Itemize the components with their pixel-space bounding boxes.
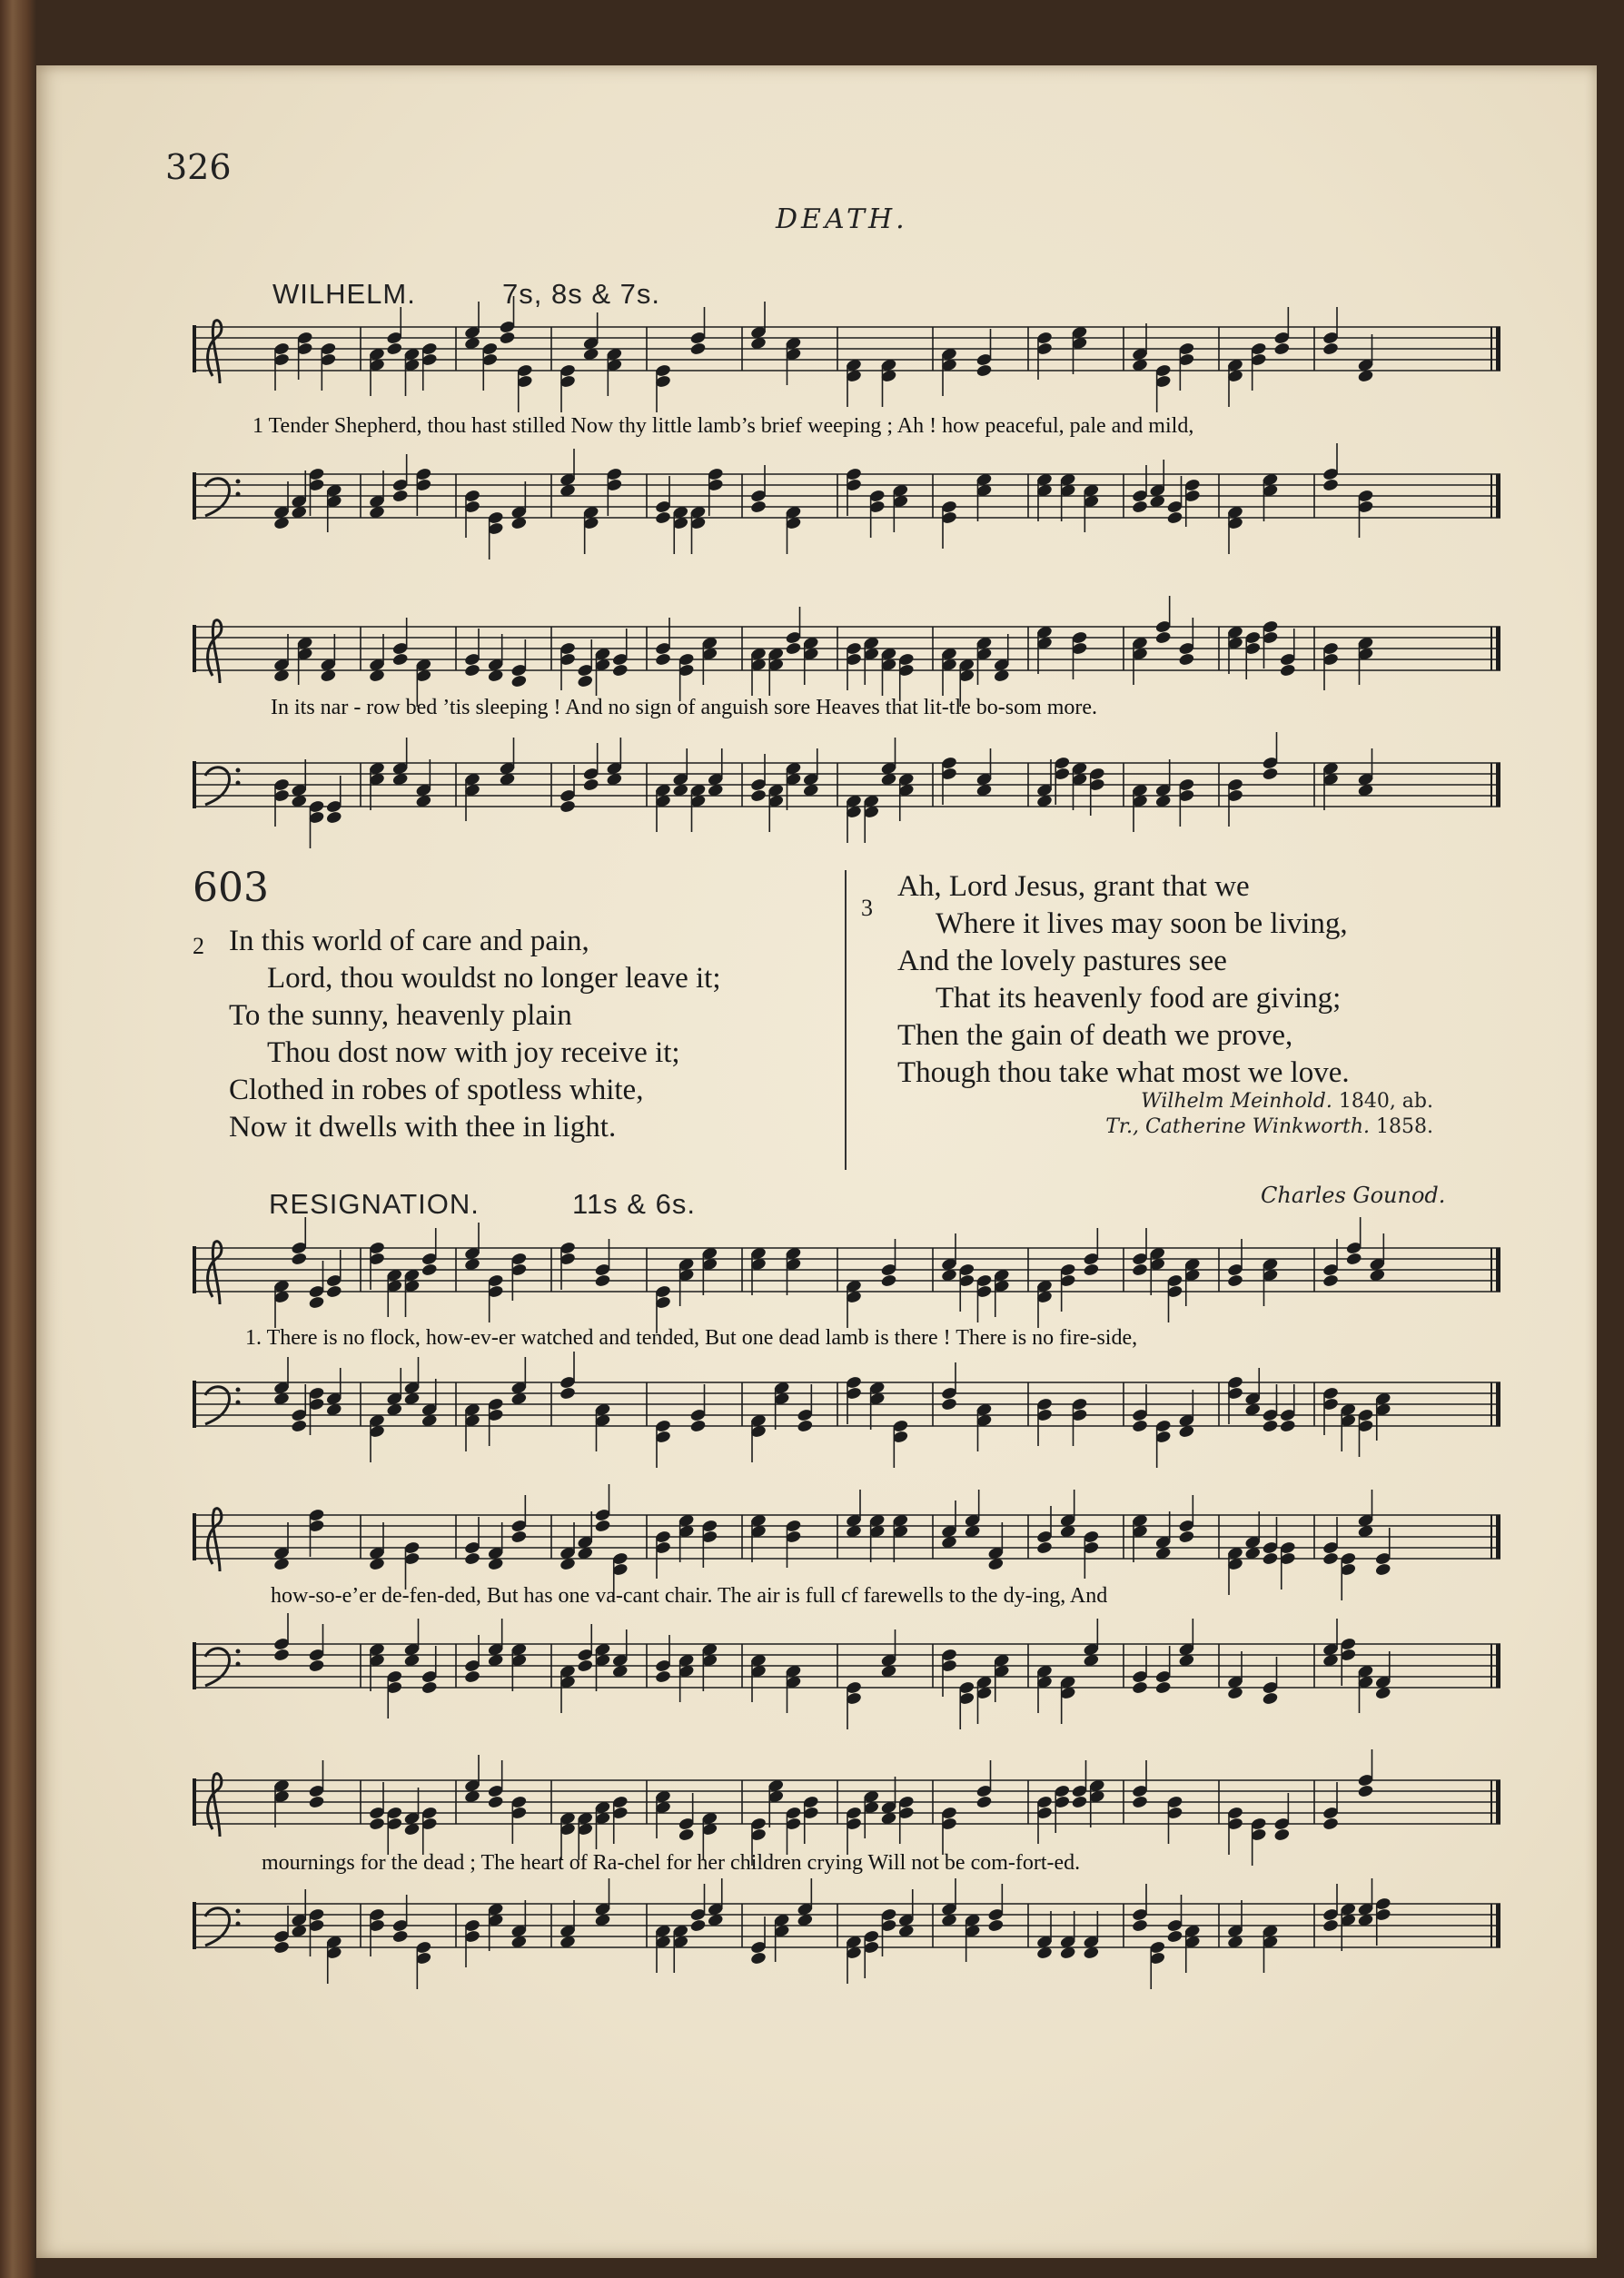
note-head [308, 1295, 325, 1310]
verse-line: And the lovely pastures see [897, 945, 1227, 977]
system-bracket [193, 1513, 196, 1560]
verse-line: Thou dost now with joy receive it; [267, 1036, 680, 1069]
note-head [582, 777, 599, 792]
verse-line: Though thou take what most we love. [897, 1056, 1350, 1089]
system-bracket [193, 1902, 196, 1949]
note-head [369, 1817, 386, 1831]
note-head [750, 1951, 767, 1966]
note-head [689, 1419, 707, 1433]
note-head [464, 1551, 481, 1566]
lyric-line: how-so-e’er de-fen-ded, But has one va-cant chair. The air is full cf farewells to the dy-ing, And [271, 1584, 1108, 1608]
note-head [308, 1795, 325, 1809]
note-head [987, 1918, 1005, 1933]
note-head [1273, 1827, 1291, 1842]
music-system [193, 1635, 1500, 1708]
treble-clef-icon [208, 1509, 222, 1571]
system-bracket [193, 761, 196, 808]
note-head [1345, 1252, 1362, 1266]
bass-clef-dot [236, 1909, 241, 1914]
note-head [1262, 1691, 1279, 1706]
treble-clef-icon [208, 1242, 222, 1304]
bass-clef-icon [205, 1387, 229, 1424]
tune-meter-wilhelm: 7s, 8s & 7s. [502, 278, 660, 310]
note-head [1322, 342, 1340, 356]
note-head [1178, 652, 1195, 667]
final-barline [1496, 627, 1500, 670]
final-barline [1496, 763, 1500, 807]
bass-clef-dot [236, 768, 241, 773]
system-bracket [193, 1642, 196, 1689]
treble-clef-icon [208, 321, 222, 383]
verse-line: Then the gain of death we prove, [897, 1019, 1293, 1052]
note-head [1322, 1551, 1340, 1566]
verse-line: Where it lives may soon be living, [936, 907, 1348, 940]
verse-line: Now it dwells with thee in light. [229, 1111, 617, 1144]
running-head: DEATH. [776, 203, 908, 235]
bass-clef-icon [205, 1649, 229, 1686]
bass-clef-icon [205, 479, 229, 516]
note-head [464, 1669, 481, 1684]
note-head [386, 342, 403, 356]
note-head [1322, 1273, 1340, 1288]
treble-clef-icon [208, 620, 222, 683]
verse-line: In this world of care and pain, [229, 925, 589, 957]
bass-clef-dot [236, 781, 241, 786]
translator-name: Tr., Catherine Winkworth. [1105, 1115, 1371, 1138]
author-date: 1840, ab. [1338, 1090, 1433, 1113]
note-head [1322, 478, 1340, 492]
verse-2-lines [229, 923, 721, 1146]
note-head [678, 1827, 695, 1842]
bass-clef-dot [236, 1662, 241, 1667]
note-head [325, 1284, 342, 1299]
column-divider [845, 870, 847, 1170]
music-system [193, 1373, 1500, 1446]
author-name: Wilhelm Meinhold. [1141, 1090, 1332, 1113]
verse-line: That its heavenly food are giving; [936, 982, 1342, 1015]
note-head [1357, 1784, 1374, 1798]
final-barline [1496, 1904, 1500, 1947]
music-system [193, 318, 1500, 391]
lyric-line: 1 Tender Shepherd, thou hast stilled Now thy little lamb’s brief weeping ; Ah ! how peaceful, pale and mild, [253, 414, 1194, 438]
note-head [510, 674, 528, 688]
note-head [655, 510, 672, 525]
note-head [1166, 1929, 1183, 1944]
note-head [464, 663, 481, 678]
translator-date: 1858. [1376, 1115, 1433, 1138]
note-head [689, 342, 707, 356]
note-head [785, 641, 802, 656]
note-head [797, 1419, 814, 1433]
note-head [510, 1530, 528, 1544]
note-head [421, 1263, 438, 1277]
bass-clef-icon [205, 1908, 229, 1946]
note-head [1036, 1540, 1054, 1555]
verse-3 [861, 888, 873, 926]
bass-clef-icon [205, 768, 229, 805]
note-head [559, 1386, 577, 1401]
note-head [975, 1795, 993, 1809]
note-head [487, 1795, 504, 1809]
note-head [1322, 1918, 1340, 1933]
tune-name-wilhelm: WILHELM. [272, 278, 416, 310]
note-head [1071, 1795, 1088, 1809]
bass-clef-dot [236, 480, 241, 484]
music-system [193, 618, 1500, 690]
system-bracket [193, 1381, 196, 1428]
note-head [1262, 1551, 1279, 1566]
bass-clef-dot [236, 1922, 241, 1926]
lyric-line: mournings for the dead ; The heart of Ra-chel for her children crying Will not be com-fort-ed. [262, 1851, 1081, 1875]
bass-clef-dot [236, 1388, 241, 1392]
note-head [1154, 630, 1172, 645]
note-head [1132, 1263, 1149, 1277]
system-bracket [193, 625, 196, 672]
note-head [1166, 510, 1183, 525]
treble-clef-icon [208, 1774, 222, 1837]
note-head [1132, 1419, 1149, 1433]
verse-2 [193, 926, 204, 965]
note-head [1132, 1680, 1149, 1695]
note-head [1227, 1273, 1244, 1288]
music-system [193, 465, 1500, 538]
verse-number: 2 [193, 933, 204, 959]
verse-line: Ah, Lord Jesus, grant that we [897, 870, 1250, 903]
note-head [689, 1918, 707, 1933]
note-head [655, 652, 672, 667]
note-head [1132, 500, 1149, 514]
note-head [1322, 1817, 1340, 1831]
note-head [594, 1273, 611, 1288]
note-head [975, 363, 993, 378]
final-barline [1496, 474, 1500, 518]
note-head [273, 1940, 291, 1955]
music-system [193, 1771, 1500, 1844]
music-system [193, 1895, 1500, 1967]
note-head [421, 1680, 438, 1695]
note-head [941, 1397, 958, 1411]
note-head [391, 489, 409, 503]
page-number: 326 [165, 147, 232, 187]
note-head [1132, 1918, 1149, 1933]
note-head [499, 331, 516, 345]
note-head [308, 1659, 325, 1673]
note-head [655, 1669, 672, 1684]
bass-clef-dot [236, 1649, 241, 1654]
verse-line: Clothed in robes of spotless white, [229, 1074, 644, 1106]
bass-clef-dot [236, 1401, 241, 1405]
note-head [577, 1659, 594, 1673]
note-head [594, 1519, 611, 1533]
hymn-number: 603 [193, 865, 269, 911]
composer-credit: Charles Gounod. [1261, 1183, 1446, 1208]
system-bracket [193, 1246, 196, 1293]
note-head [750, 788, 767, 803]
verse-line: Lord, thou wouldst no longer leave it; [267, 962, 721, 995]
system-bracket [193, 472, 196, 520]
final-barline [1496, 327, 1500, 371]
note-head [750, 500, 767, 514]
tune-meter-resignation: 11s & 6s. [572, 1188, 696, 1220]
note-head [1279, 1419, 1296, 1433]
note-head [1083, 1263, 1100, 1277]
note-head [1279, 663, 1296, 678]
note-head [1273, 342, 1291, 356]
note-head [273, 1648, 291, 1662]
note-head [1132, 1795, 1149, 1809]
music-system [193, 1506, 1500, 1579]
lyric-line: In its nar - row bed ’tis sleeping ! And no sign of anguish sore Heaves that lit-tle bo-som more. [271, 696, 1098, 719]
verse-number: 3 [861, 895, 873, 921]
note-head [1154, 1680, 1172, 1695]
author-credit [1072, 1090, 1433, 1113]
note-head [391, 652, 409, 667]
verse-3-lines [897, 868, 1350, 1092]
tune-name-resignation: RESIGNATION. [269, 1188, 480, 1220]
note-head [880, 1273, 897, 1288]
note-head [559, 799, 577, 814]
final-barline [1496, 1780, 1500, 1824]
final-barline [1496, 1248, 1500, 1292]
note-head [1178, 1530, 1195, 1544]
final-barline [1496, 1644, 1500, 1688]
note-head [291, 1252, 308, 1266]
note-head [611, 663, 629, 678]
final-barline [1496, 1515, 1500, 1559]
note-head [391, 1929, 409, 1944]
final-barline [1496, 1382, 1500, 1426]
note-head [291, 1419, 308, 1433]
lyric-line: 1. There is no flock, how-ev-er watched and tended, But one dead lamb is there ! There is no fire-side, [245, 1326, 1138, 1350]
system-bracket [193, 325, 196, 372]
note-head [1374, 1562, 1391, 1577]
system-bracket [193, 1778, 196, 1826]
verse-line: To the sunny, heavenly plain [229, 999, 572, 1032]
translator-credit [981, 1115, 1433, 1138]
note-head [577, 674, 594, 688]
music-system [193, 754, 1500, 827]
note-head [1262, 767, 1279, 781]
note-head [325, 810, 342, 825]
bass-clef-dot [236, 492, 241, 497]
music-system [193, 1239, 1500, 1312]
note-head [1262, 1419, 1279, 1433]
